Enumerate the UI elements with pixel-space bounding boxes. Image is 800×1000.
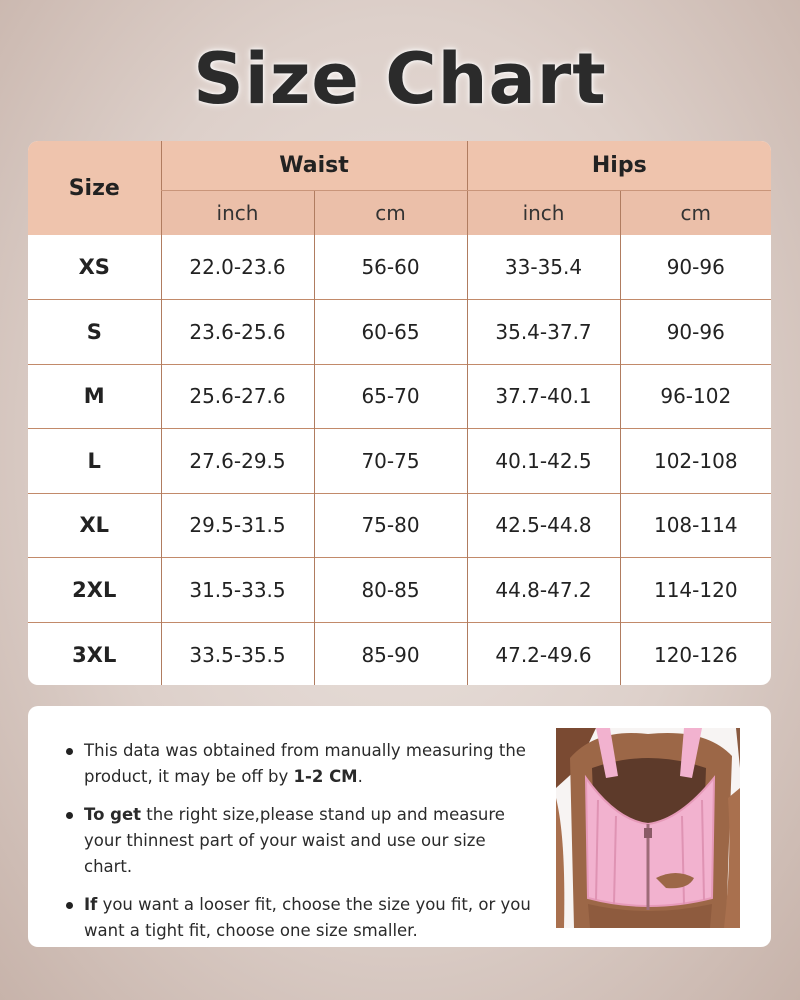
page-title: Size Chart — [193, 38, 607, 120]
list-item — [64, 738, 534, 790]
hips-cm-header: cm — [620, 190, 771, 235]
hips-inch-cell: 33-35.4 — [467, 235, 620, 300]
size-cell: XS — [78, 255, 110, 279]
size-table-body — [28, 235, 771, 685]
table-row — [28, 558, 771, 623]
hips-inch-cell: 47.2-49.6 — [467, 622, 620, 685]
hips-inch-cell: 40.1-42.5 — [467, 429, 620, 494]
hips-inch-cell: 37.7-40.1 — [467, 364, 620, 429]
size-table — [28, 141, 771, 685]
size-table-card — [28, 141, 771, 685]
waist-cm-cell: 75-80 — [314, 493, 467, 558]
note-text: you want a looser fit, choose the size you fit, or you want a tight fit, choose one size smaller. — [84, 895, 531, 940]
hips-cm-cell: 90-96 — [620, 300, 771, 365]
size-cell: XL — [28, 493, 161, 558]
note-text: the right size,please stand up and measure your thinnest part of your waist and use our size chart. — [84, 805, 505, 876]
note-lead: If — [84, 895, 98, 914]
size-cell: 2XL — [28, 558, 161, 623]
waist-inch-cell: 22.0-23.6 — [161, 235, 314, 300]
size-cell: 3XL — [28, 622, 161, 685]
hips-cm-cell: 96-102 — [620, 364, 771, 429]
hips-inch-cell: 44.8-47.2 — [467, 558, 620, 623]
table-row — [28, 429, 771, 494]
waist-cm-cell: 65-70 — [314, 364, 467, 429]
hips-cm-cell: 114-120 — [620, 558, 771, 623]
waist-cm-cell: 85-90 — [314, 622, 467, 685]
waist-inch-cell: 31.5-33.5 — [161, 558, 314, 623]
hips-inch-cell: 35.4-37.7 — [467, 300, 620, 365]
hips-cm-cell: 90-96 — [620, 235, 771, 300]
size-column-header: Size — [28, 141, 161, 235]
table-row — [28, 300, 771, 365]
bullet-icon — [66, 748, 73, 755]
note-lead: To get — [84, 805, 142, 824]
notes-card — [28, 706, 771, 947]
table-row — [28, 493, 771, 558]
waist-group-header: Waist — [161, 141, 467, 190]
hips-inch-cell: 42.5-44.8 — [467, 493, 620, 558]
table-row — [28, 622, 771, 685]
table-row — [28, 235, 771, 300]
model-wearing-pink-waist-trainer-icon — [556, 728, 740, 928]
waist-inch-cell: 23.6-25.6 — [161, 300, 314, 365]
waist-cm-cell: 80-85 — [314, 558, 467, 623]
hips-cm-cell: 120-126 — [620, 622, 771, 685]
size-cell: S — [28, 300, 161, 365]
bullet-icon — [66, 812, 73, 819]
note-emphasis: 1-2 CM — [293, 767, 358, 786]
list-item — [64, 892, 534, 944]
waist-cm-cell: 60-65 — [314, 300, 467, 365]
waist-inch-cell: 27.6-29.5 — [161, 429, 314, 494]
waist-cm-header: cm — [314, 190, 467, 235]
note-text: This data was obtained from manually measuring the product, it may be off by — [84, 741, 526, 786]
waist-cm-cell: 56-60 — [314, 235, 467, 300]
waist-inch-header: inch — [161, 190, 314, 235]
waist-cm-cell: 70-75 — [314, 429, 467, 494]
waist-inch-cell: 33.5-35.5 — [161, 622, 314, 685]
bullet-icon — [66, 902, 73, 909]
table-row — [28, 364, 771, 429]
size-cell: L — [28, 429, 161, 494]
hips-group-header: Hips — [467, 141, 771, 190]
size-cell: M — [28, 364, 161, 429]
hips-inch-header: inch — [467, 190, 620, 235]
waist-inch-cell: 29.5-31.5 — [161, 493, 314, 558]
hips-cm-cell: 108-114 — [620, 493, 771, 558]
note-tail: . — [357, 767, 363, 786]
waist-inch-cell: 25.6-27.6 — [161, 364, 314, 429]
notes-list — [64, 738, 534, 956]
list-item — [64, 802, 534, 880]
hips-cm-cell: 102-108 — [620, 429, 771, 494]
